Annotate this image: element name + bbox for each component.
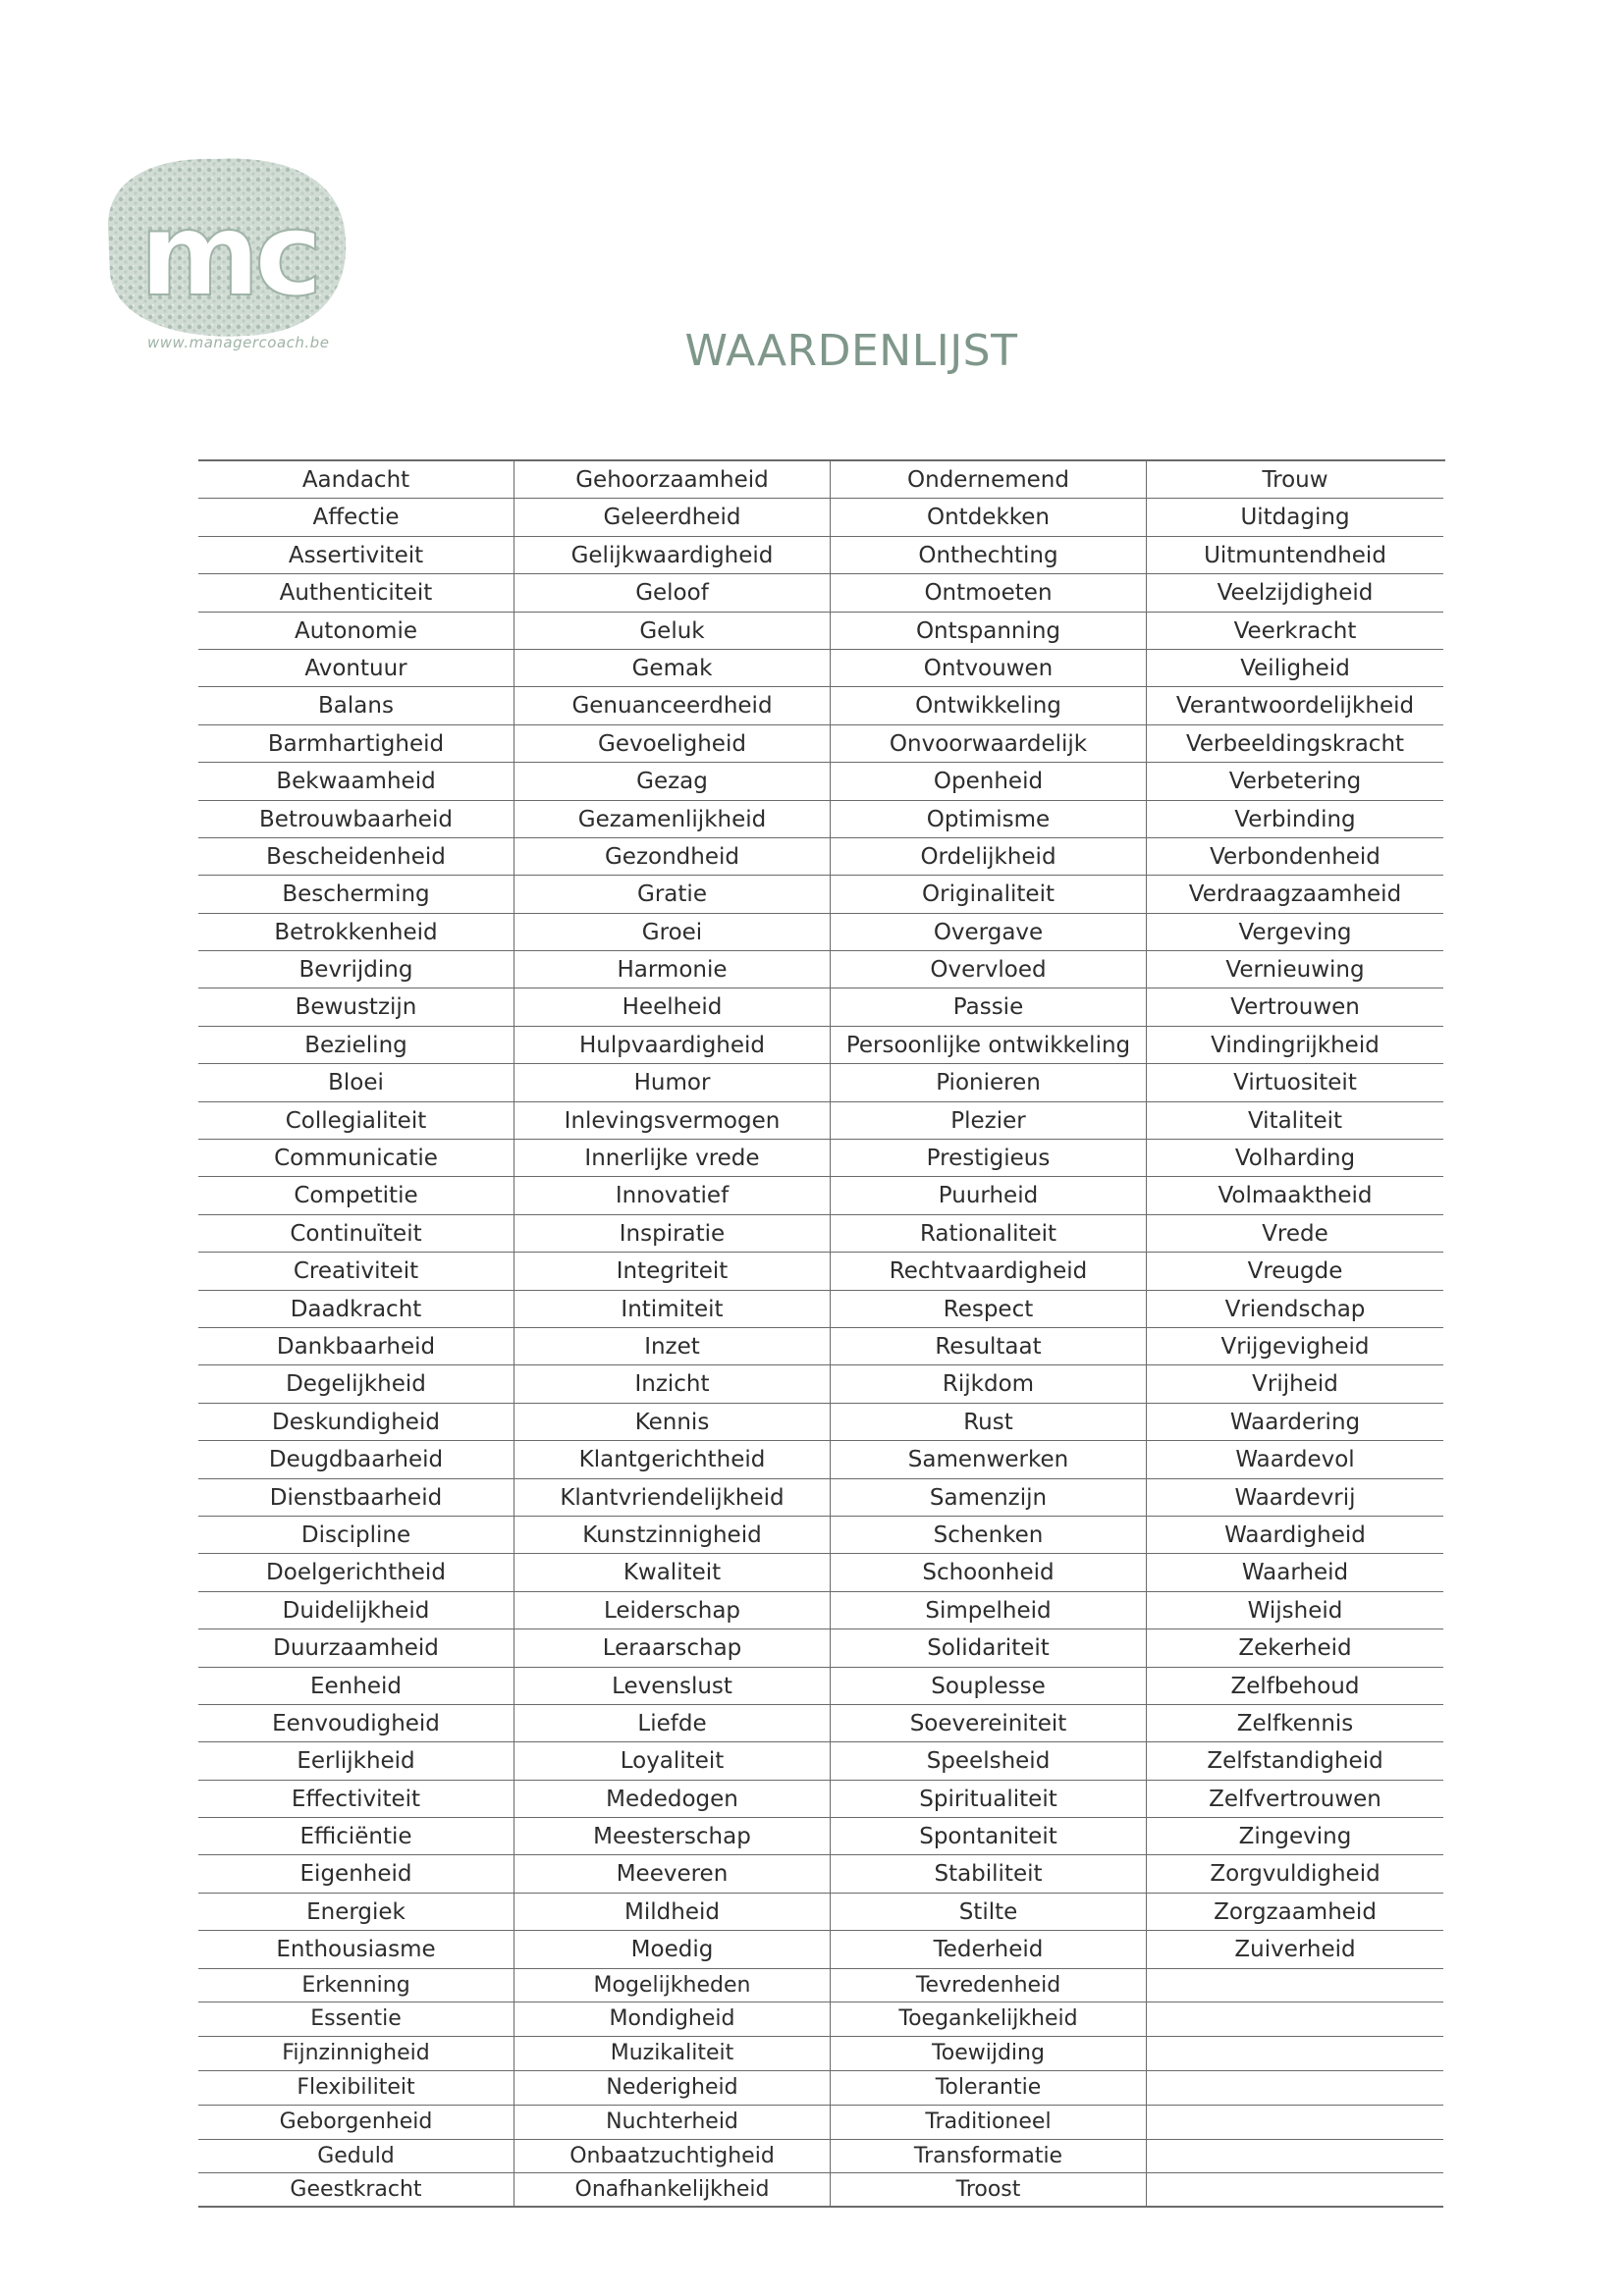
value-cell: Persoonlijke ontwikkeling — [831, 1027, 1146, 1064]
value-cell: Innerlijke vrede — [514, 1140, 830, 1177]
value-cell: Waardigheid — [1147, 1517, 1443, 1554]
value-cell: Autonomie — [198, 613, 514, 650]
value-cell: Essentie — [198, 2002, 514, 2037]
value-cell: Verantwoordelijkheid — [1147, 687, 1443, 724]
value-cell: Onafhankelijkheid — [514, 2173, 830, 2208]
value-cell: Verbondenheid — [1147, 838, 1443, 876]
logo-url: www.managercoach.be — [147, 334, 330, 351]
value-cell: Zuiverheid — [1147, 1931, 1443, 1968]
value-cell: Mondigheid — [514, 2002, 830, 2037]
value-cell: Duurzaamheid — [198, 1629, 514, 1667]
value-cell: Waarheid — [1147, 1554, 1443, 1591]
value-cell: Inlevingsvermogen — [514, 1102, 830, 1140]
value-cell: Assertiviteit — [198, 537, 514, 574]
value-cell: Overgave — [831, 914, 1146, 951]
value-cell: Zelfstandigheid — [1147, 1742, 1443, 1780]
value-cell: Daadkracht — [198, 1291, 514, 1328]
value-cell: Toewijding — [831, 2037, 1146, 2071]
value-cell: Onvoorwaardelijk — [831, 725, 1146, 763]
value-cell: Vrede — [1147, 1215, 1443, 1253]
value-cell: Geestkracht — [198, 2173, 514, 2208]
value-cell: Openheid — [831, 763, 1146, 800]
value-cell: Bloei — [198, 1064, 514, 1101]
value-cell: Tederheid — [831, 1931, 1146, 1968]
value-cell: Kennis — [514, 1404, 830, 1441]
value-cell: Mogelijkheden — [514, 1969, 830, 2003]
value-cell: Nuchterheid — [514, 2106, 830, 2140]
value-cell: Veerkracht — [1147, 613, 1443, 650]
value-cell: Rijkdom — [831, 1365, 1146, 1403]
value-cell: Barmhartigheid — [198, 725, 514, 763]
value-cell: Affectie — [198, 499, 514, 536]
value-cell: Rust — [831, 1404, 1146, 1441]
value-cell: Volmaaktheid — [1147, 1177, 1443, 1214]
value-cell: Energiek — [198, 1894, 514, 1931]
value-cell: Bewustzijn — [198, 988, 514, 1026]
value-cell: Vrijheid — [1147, 1365, 1443, 1403]
value-cell: Inzet — [514, 1328, 830, 1365]
value-cell: Zingeving — [1147, 1818, 1443, 1855]
value-cell: Genuanceerdheid — [514, 687, 830, 724]
value-cell: Ontspanning — [831, 613, 1146, 650]
value-cell: Inspiratie — [514, 1215, 830, 1253]
value-cell: Discipline — [198, 1517, 514, 1554]
value-cell — [1147, 2140, 1443, 2174]
value-cell — [1147, 2173, 1443, 2208]
value-cell: Vitaliteit — [1147, 1102, 1443, 1140]
value-cell: Verbetering — [1147, 763, 1443, 800]
value-cell: Flexibiliteit — [198, 2071, 514, 2106]
value-cell: Deugdbaarheid — [198, 1441, 514, 1478]
value-cell: Eigenheid — [198, 1855, 514, 1893]
value-cell: Eenheid — [198, 1668, 514, 1705]
value-cell: Avontuur — [198, 650, 514, 687]
value-cell: Dienstbaarheid — [198, 1479, 514, 1517]
value-cell: Vreugde — [1147, 1253, 1443, 1290]
value-cell: Intimiteit — [514, 1291, 830, 1328]
value-cell: Verbinding — [1147, 801, 1443, 838]
value-cell — [1147, 2071, 1443, 2106]
value-cell: Geloof — [514, 574, 830, 612]
value-cell: Gevoeligheid — [514, 725, 830, 763]
value-cell — [1147, 2106, 1443, 2140]
page-title: WAARDENLIJST — [684, 326, 1018, 376]
value-cell: Solidariteit — [831, 1629, 1146, 1667]
value-cell: Overvloed — [831, 951, 1146, 988]
value-cell: Geborgenheid — [198, 2106, 514, 2140]
value-cell: Geleerdheid — [514, 499, 830, 536]
value-cell: Leraarschap — [514, 1629, 830, 1667]
value-cell — [1147, 2037, 1443, 2071]
value-cell: Ondernemend — [831, 461, 1146, 499]
value-cell: Erkenning — [198, 1969, 514, 2003]
value-cell: Mededogen — [514, 1781, 830, 1818]
value-cell: Gelijkwaardigheid — [514, 537, 830, 574]
value-cell: Veiligheid — [1147, 650, 1443, 687]
value-cell: Uitdaging — [1147, 499, 1443, 536]
value-cell: Veelzijdigheid — [1147, 574, 1443, 612]
value-cell: Toegankelijkheid — [831, 2002, 1146, 2037]
value-cell: Volharding — [1147, 1140, 1443, 1177]
value-cell: Loyaliteit — [514, 1742, 830, 1780]
value-cell: Ontwikkeling — [831, 687, 1146, 724]
value-cell: Samenzijn — [831, 1479, 1146, 1517]
value-cell: Collegialiteit — [198, 1102, 514, 1140]
value-cell: Harmonie — [514, 951, 830, 988]
value-cell — [1147, 2002, 1443, 2037]
value-cell: Stilte — [831, 1894, 1146, 1931]
value-cell: Effectiviteit — [198, 1781, 514, 1818]
value-cell: Aandacht — [198, 461, 514, 499]
value-cell: Soevereiniteit — [831, 1705, 1146, 1742]
value-cell: Geluk — [514, 613, 830, 650]
value-cell: Ontdekken — [831, 499, 1146, 536]
value-cell: Zelfkennis — [1147, 1705, 1443, 1742]
value-cell: Verbeeldingskracht — [1147, 725, 1443, 763]
values-table — [198, 459, 1445, 2208]
value-cell: Zorgzaamheid — [1147, 1894, 1443, 1931]
value-cell: Uitmuntendheid — [1147, 537, 1443, 574]
value-cell: Passie — [831, 988, 1146, 1026]
value-cell: Vergeving — [1147, 914, 1443, 951]
value-cell: Bevrijding — [198, 951, 514, 988]
value-cell: Dankbaarheid — [198, 1328, 514, 1365]
value-cell: Heelheid — [514, 988, 830, 1026]
value-cell — [1147, 1969, 1443, 2003]
value-cell: Simpelheid — [831, 1592, 1146, 1629]
value-cell: Onthechting — [831, 537, 1146, 574]
value-cell: Meeveren — [514, 1855, 830, 1893]
value-cell: Eenvoudigheid — [198, 1705, 514, 1742]
values-column-2 — [514, 461, 831, 2208]
value-cell: Spiritualiteit — [831, 1781, 1146, 1818]
value-cell: Originaliteit — [831, 876, 1146, 913]
value-cell: Vriendschap — [1147, 1291, 1443, 1328]
value-cell: Bescheidenheid — [198, 838, 514, 876]
value-cell: Innovatief — [514, 1177, 830, 1214]
value-cell: Nederigheid — [514, 2071, 830, 2106]
value-cell: Balans — [198, 687, 514, 724]
value-cell: Ontmoeten — [831, 574, 1146, 612]
value-cell: Humor — [514, 1064, 830, 1101]
value-cell: Resultaat — [831, 1328, 1146, 1365]
value-cell: Inzicht — [514, 1365, 830, 1403]
value-cell: Gratie — [514, 876, 830, 913]
value-cell: Levenslust — [514, 1668, 830, 1705]
value-cell: Geduld — [198, 2140, 514, 2174]
value-cell: Optimisme — [831, 801, 1146, 838]
value-cell: Competitie — [198, 1177, 514, 1214]
value-cell: Troost — [831, 2173, 1146, 2208]
value-cell: Waardevol — [1147, 1441, 1443, 1478]
value-cell: Verdraagzaamheid — [1147, 876, 1443, 913]
value-cell: Virtuositeit — [1147, 1064, 1443, 1101]
value-cell: Rationaliteit — [831, 1215, 1146, 1253]
value-cell: Waardevrij — [1147, 1479, 1443, 1517]
value-cell: Duidelijkheid — [198, 1592, 514, 1629]
value-cell: Zelfbehoud — [1147, 1668, 1443, 1705]
value-cell: Prestigieus — [831, 1140, 1146, 1177]
value-cell: Betrokkenheid — [198, 914, 514, 951]
value-cell: Betrouwbaarheid — [198, 801, 514, 838]
value-cell: Continuïteit — [198, 1215, 514, 1253]
values-column-1 — [198, 461, 514, 2208]
value-cell: Gemak — [514, 650, 830, 687]
mc-letters: mc — [139, 187, 317, 322]
value-cell: Deskundigheid — [198, 1404, 514, 1441]
value-cell: Klantgerichtheid — [514, 1441, 830, 1478]
value-cell: Fijnzinnigheid — [198, 2037, 514, 2071]
value-cell: Vrijgevigheid — [1147, 1328, 1443, 1365]
value-cell: Speelsheid — [831, 1742, 1146, 1780]
value-cell: Degelijkheid — [198, 1365, 514, 1403]
value-cell: Spontaniteit — [831, 1818, 1146, 1855]
value-cell: Schenken — [831, 1517, 1146, 1554]
value-cell: Waardering — [1147, 1404, 1443, 1441]
value-cell: Gezag — [514, 763, 830, 800]
value-cell: Liefde — [514, 1705, 830, 1742]
values-column-3 — [831, 461, 1147, 2208]
value-cell: Bekwaamheid — [198, 763, 514, 800]
value-cell: Pionieren — [831, 1064, 1146, 1101]
value-cell: Klantvriendelijkheid — [514, 1479, 830, 1517]
value-cell: Groei — [514, 914, 830, 951]
value-cell: Vindingrijkheid — [1147, 1027, 1443, 1064]
value-cell: Tevredenheid — [831, 1969, 1146, 2003]
value-cell: Doelgerichtheid — [198, 1554, 514, 1591]
value-cell: Wijsheid — [1147, 1592, 1443, 1629]
value-cell: Vernieuwing — [1147, 951, 1443, 988]
value-cell: Leiderschap — [514, 1592, 830, 1629]
value-cell: Moedig — [514, 1931, 830, 1968]
value-cell: Efficiëntie — [198, 1818, 514, 1855]
value-cell: Kunstzinnigheid — [514, 1517, 830, 1554]
value-cell: Transformatie — [831, 2140, 1146, 2174]
value-cell: Plezier — [831, 1102, 1146, 1140]
value-cell: Bescherming — [198, 876, 514, 913]
value-cell: Creativiteit — [198, 1253, 514, 1290]
value-cell: Meesterschap — [514, 1818, 830, 1855]
value-cell: Zorgvuldigheid — [1147, 1855, 1443, 1893]
value-cell: Mildheid — [514, 1894, 830, 1931]
value-cell: Rechtvaardigheid — [831, 1253, 1146, 1290]
value-cell: Bezieling — [198, 1027, 514, 1064]
value-cell: Kwaliteit — [514, 1554, 830, 1591]
value-cell: Authenticiteit — [198, 574, 514, 612]
value-cell: Respect — [831, 1291, 1146, 1328]
value-cell: Ordelijkheid — [831, 838, 1146, 876]
value-cell: Traditioneel — [831, 2106, 1146, 2140]
value-cell: Ontvouwen — [831, 650, 1146, 687]
value-cell: Vertrouwen — [1147, 988, 1443, 1026]
value-cell: Hulpvaardigheid — [514, 1027, 830, 1064]
value-cell: Samenwerken — [831, 1441, 1146, 1478]
value-cell: Puurheid — [831, 1177, 1146, 1214]
value-cell: Eerlijkheid — [198, 1742, 514, 1780]
values-column-4 — [1147, 461, 1443, 2208]
value-cell: Souplesse — [831, 1668, 1146, 1705]
value-cell: Zelfvertrouwen — [1147, 1781, 1443, 1818]
value-cell: Zekerheid — [1147, 1629, 1443, 1667]
value-cell: Trouw — [1147, 461, 1443, 499]
value-cell: Onbaatzuchtigheid — [514, 2140, 830, 2174]
value-cell: Integriteit — [514, 1253, 830, 1290]
value-cell: Gehoorzaamheid — [514, 461, 830, 499]
value-cell: Gezamenlijkheid — [514, 801, 830, 838]
value-cell: Gezondheid — [514, 838, 830, 876]
value-cell: Schoonheid — [831, 1554, 1146, 1591]
value-cell: Tolerantie — [831, 2071, 1146, 2106]
value-cell: Communicatie — [198, 1140, 514, 1177]
value-cell: Muzikaliteit — [514, 2037, 830, 2071]
value-cell: Enthousiasme — [198, 1931, 514, 1968]
value-cell: Stabiliteit — [831, 1855, 1146, 1893]
